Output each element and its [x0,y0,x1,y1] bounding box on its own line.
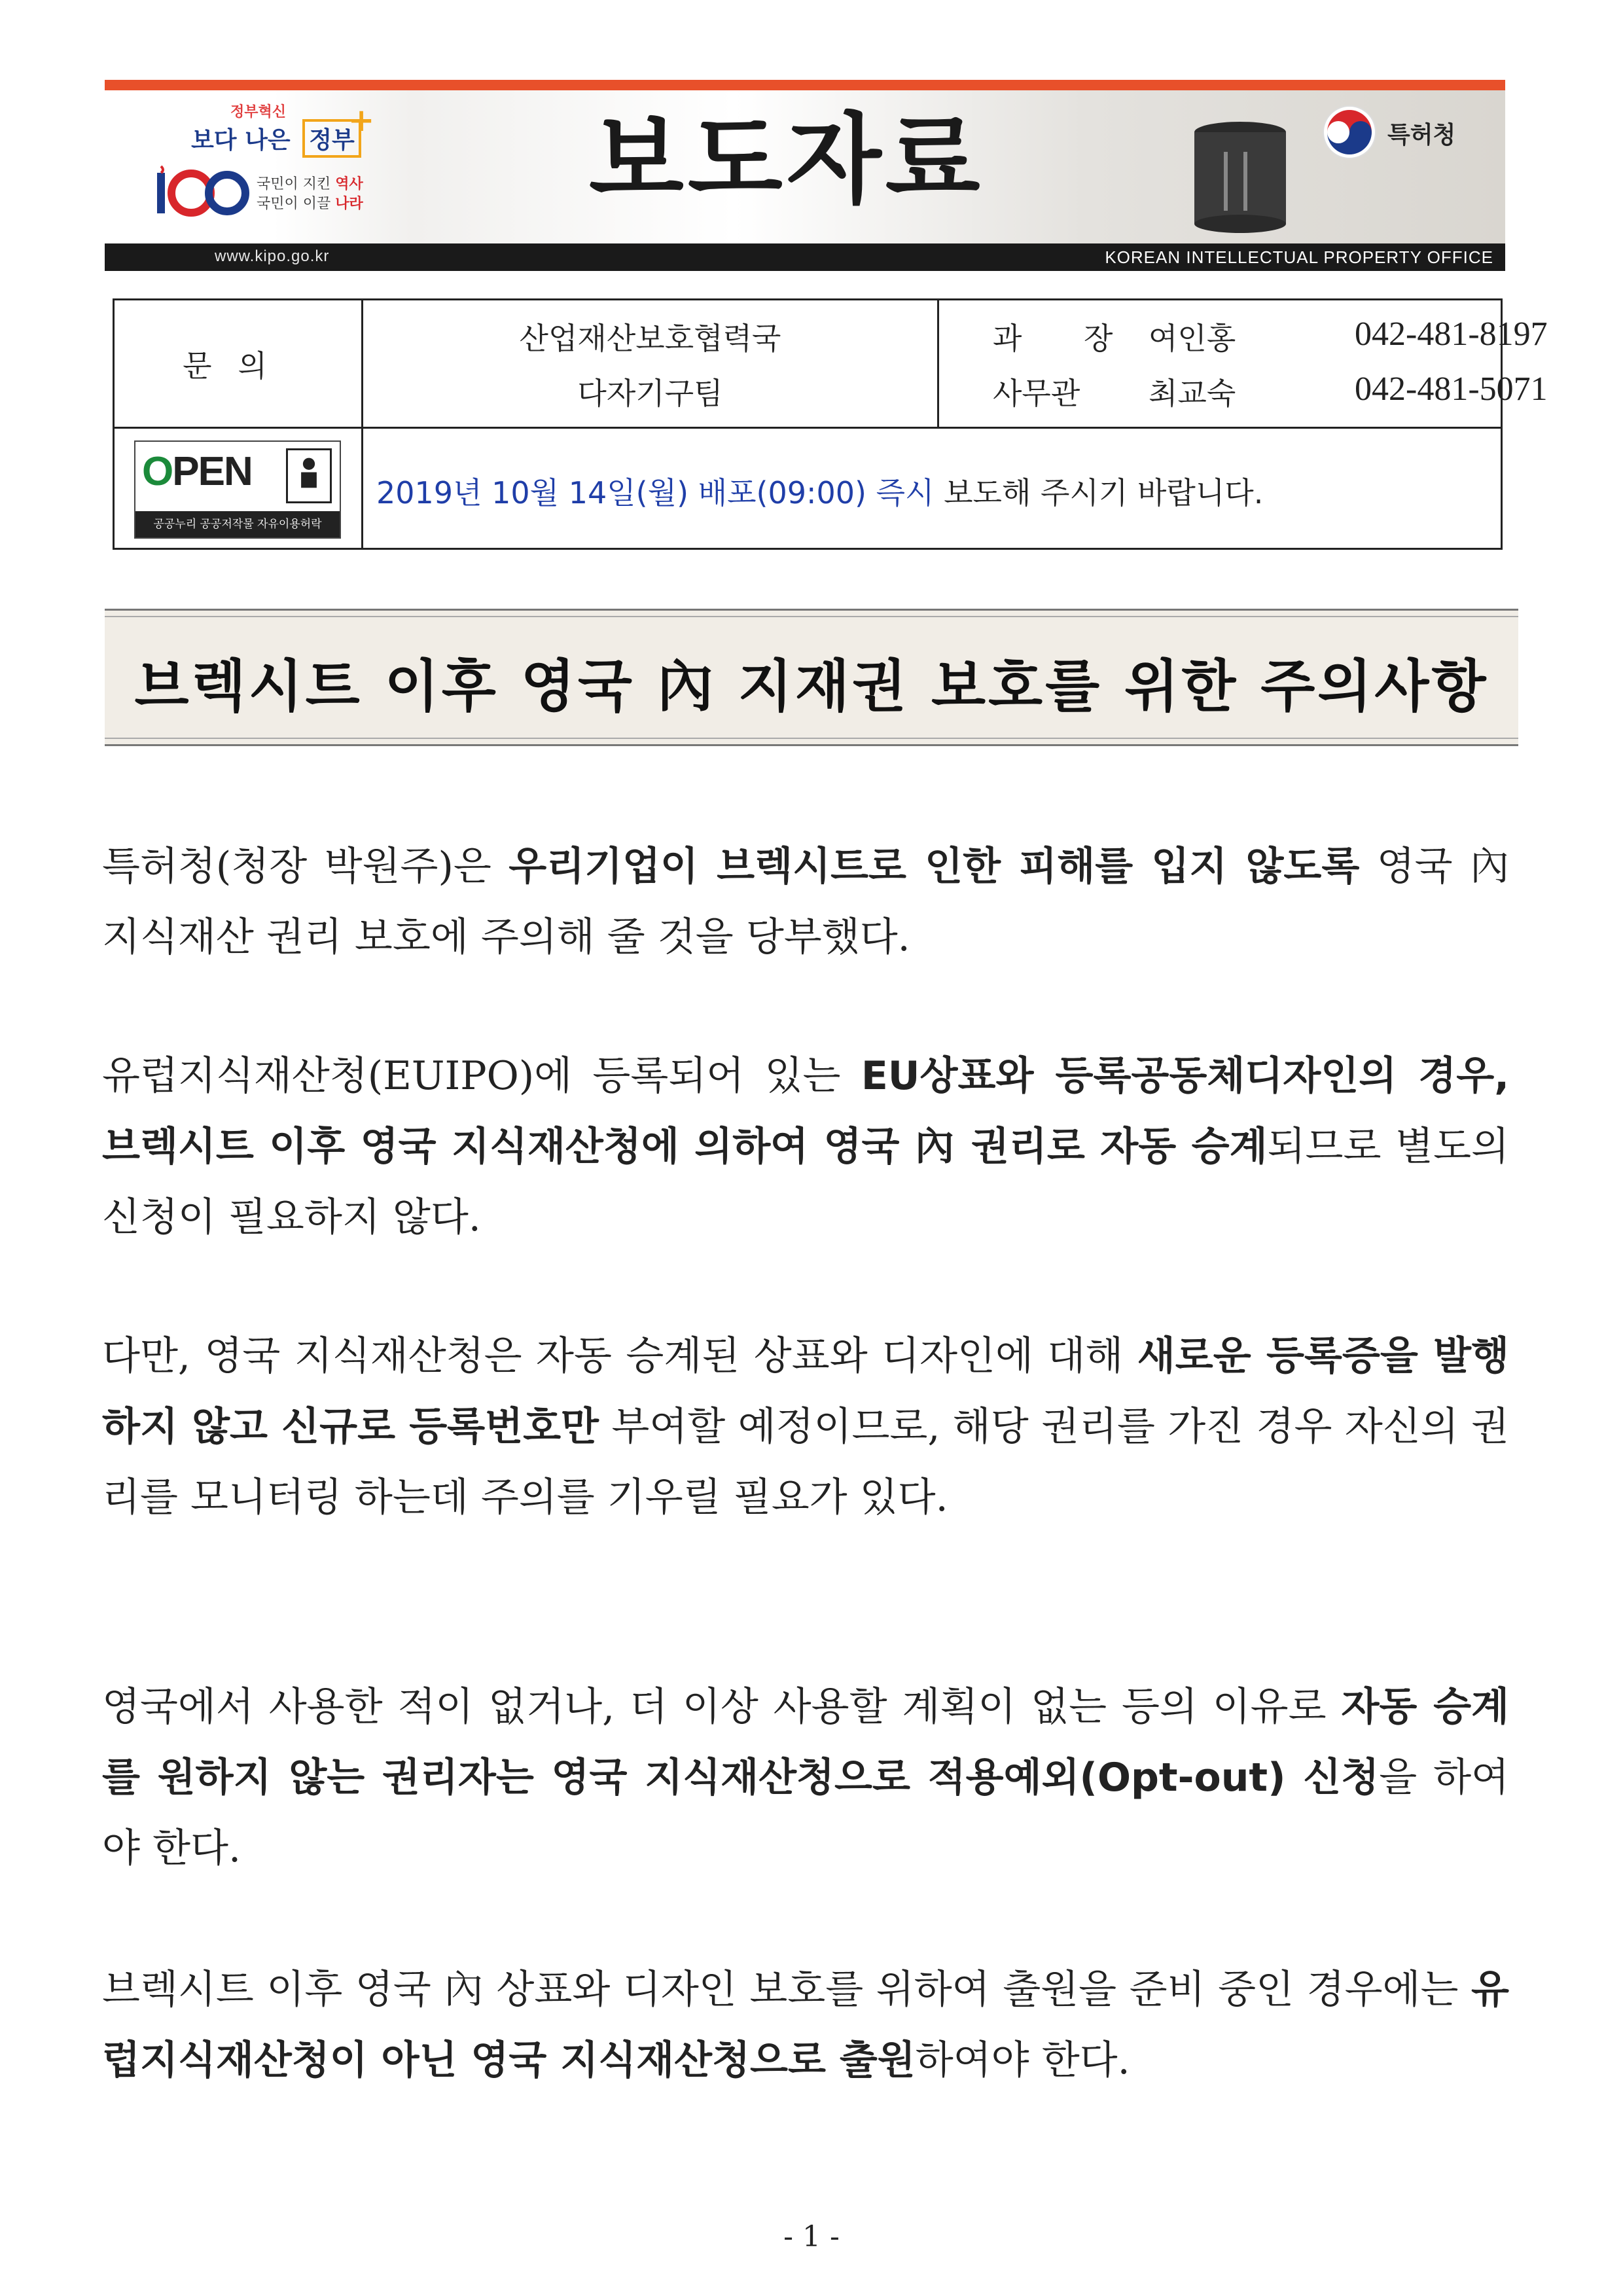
body-paragraph-2 [102,1041,1509,1253]
release-instruction [376,469,1263,512]
open-license-cell [115,429,363,548]
headline-box [105,609,1518,746]
page-number: - 1 - [783,2220,840,2253]
paragraph-text: 하여야 한다. [915,2037,1130,2083]
paragraph-emphasis: EU상표와 등록공동체디자인의 경우, 브렉시트 이후 영국 지식재산청에 의하여 영국 內 권리로 자동 승계 [102,1053,1509,1170]
contact-name: 여인홍 [1149,321,1236,356]
paragraph-text: 특허청(청장 박원주)은 [102,844,509,889]
release-note: 보도해 주시기 바랍니다. [934,475,1264,511]
korea-government-emblem-icon [1321,103,1378,161]
department-cell [363,300,939,427]
paragraph-emphasis: 새로운 등록증을 발행하지 않고 신규로 등록번호만 [102,1333,1509,1450]
logo-slogan-b: 정부 [302,119,361,158]
body-paragraph-3 [102,1321,1509,1533]
paragraph-text: 되므로 별도의 신청이 필요하지 않다. [102,1124,1509,1240]
centennial-100-icon [152,164,250,223]
paragraph-emphasis: 우리기업이 브렉시트로 인한 피해를 입지 않도록 [508,844,1360,889]
logo-tagline-1a: 국민이 지킨 [257,176,336,192]
press-release-title: 보도자료 [589,103,984,217]
department-team: 다자기구팀 [577,376,723,411]
logo-tagline-2b: 나라 [335,196,363,212]
brush-cup-illustration [1178,119,1302,237]
paragraph-text: 을 하여야 한다. [102,1755,1509,1871]
logo-tagline-1b: 역사 [335,176,363,192]
contact-phone: 042-481-8197 [1355,315,1548,353]
contact-row [115,300,1548,429]
banner-accent-line [105,80,1505,90]
logo-tagline-1 [257,173,363,193]
plus-icon: + [348,102,375,139]
paragraph-text: 부여할 예정이므로, 해당 권리를 가진 경우 자신의 권리를 모니터링 하는데 주의를 기우릴 필요가 있다. [102,1404,1510,1520]
body-paragraph-1 [102,831,1509,973]
contact-phone: 042-481-5071 [1355,370,1548,408]
website-url: www.kipo.go.kr [215,247,330,265]
contact-label: 문의 [115,300,363,427]
office-name-english: KOREAN INTELLECTUAL PROPERTY OFFICE [1105,247,1493,267]
contact-people-cell [939,300,1548,427]
paragraph-text: 다만, 영국 지식재산청은 자동 승계된 상표와 디자인에 대해 [102,1333,1137,1379]
kogl-open-badge [134,440,341,539]
open-badge-pen: PEN [172,449,252,494]
press-release-banner [105,80,1505,271]
open-badge-footer: 공공누리 공공저작물 자유이용허락 [135,511,340,537]
paragraph-text: 영국에서 사용한 적이 없거나, 더 이상 사용할 계획이 없는 등의 이유로 [102,1684,1342,1730]
contact-role: 사무관 [993,376,1080,411]
paragraph-text: 브렉시트 이후 영국 內 상표와 디자인 보호를 위하여 출원을 준비 중인 경우에는 [102,1967,1472,2013]
department-bureau: 산업재산보호협력국 [519,321,781,356]
contact-role: 과 장 [993,321,1139,356]
release-row [115,429,1501,548]
contact-name: 최교숙 [1149,376,1236,411]
paragraph-text: 영국 內 지식재산 권리 보호에 주의해 줄 것을 당부했다. [102,844,1509,960]
logo-slogan-a: 보다 나은 [191,127,291,154]
government-innovation-logo [152,99,401,237]
open-badge-text [142,448,252,495]
release-date: 2019년 10월 14일(월) 배포(09:00) 즉시 [376,475,935,511]
logo-small-text: 정부혁신 [230,104,287,120]
headline: 브렉시트 이후 영국 內 지재권 보호를 위한 주의사항 [134,654,1489,719]
logo-tagline-2 [257,192,363,213]
paragraph-emphasis: 유럽지식재산청이 아닌 영국 지식재산청으로 출원 [102,1967,1509,2083]
logo-tagline-2a: 국민이 이끌 [257,196,336,212]
body-paragraph-4 [102,1672,1509,1884]
attribution-person-icon [286,448,332,503]
paragraph-emphasis: 자동 승계를 원하지 않는 권리자는 영국 지식재산청으로 적용예외(Opt-out) 신청 [102,1684,1509,1801]
logo-slogan [191,119,361,158]
open-badge-o: O [142,449,173,494]
contact-table [113,298,1548,550]
paragraph-text: 유럽지식재산청(EUIPO)에 등록되어 있는 [102,1053,861,1099]
agency-name: 특허청 [1387,122,1456,149]
body-paragraph-5 [102,1954,1509,2096]
